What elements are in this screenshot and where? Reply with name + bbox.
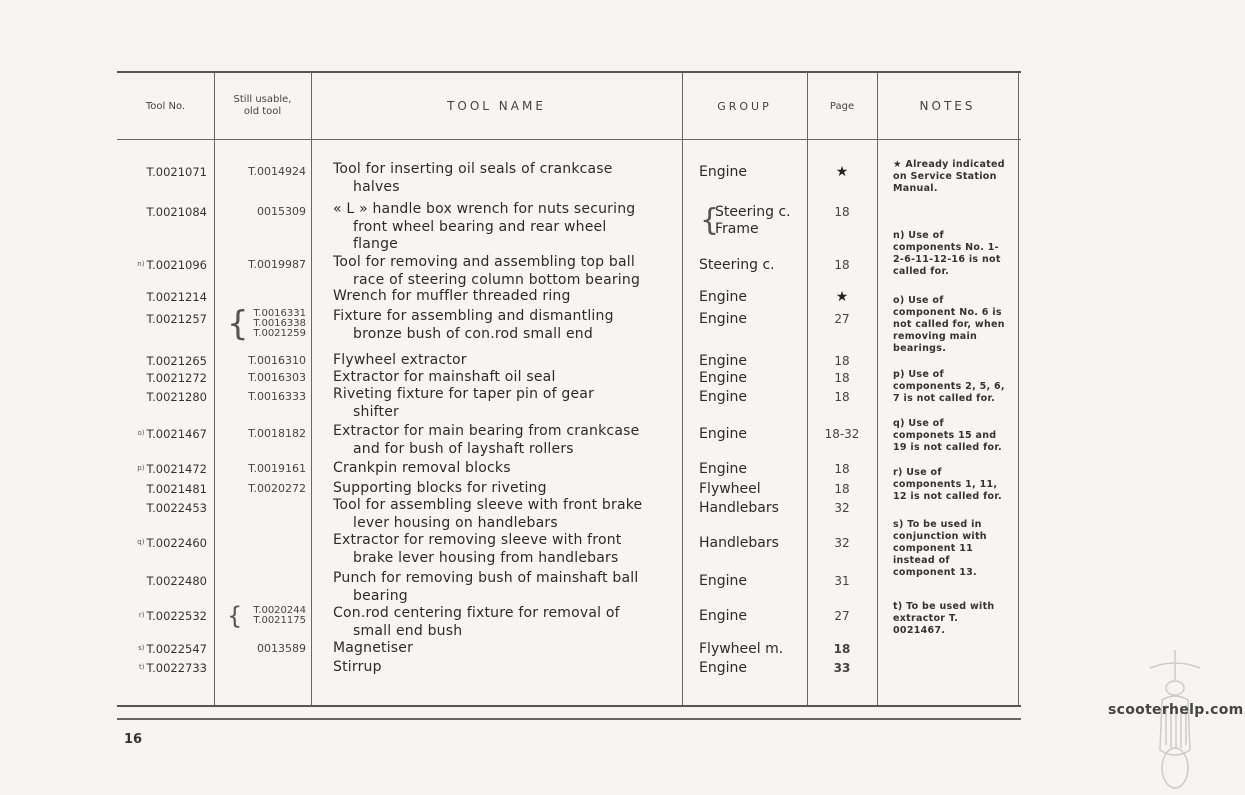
tool-group — [699, 573, 747, 590]
brace-icon: { — [700, 203, 720, 238]
old-tool-line: 0015309 — [257, 205, 306, 218]
tool-page: ★ — [835, 164, 849, 180]
tool-name-line: bronze bush of con.rod small end — [353, 325, 593, 342]
tool-name — [333, 288, 673, 306]
tool-name-line: Crankpin removal blocks — [333, 460, 511, 476]
tool-name — [333, 640, 673, 658]
old-tool-line: T.0016310 — [248, 354, 306, 367]
col-divider — [214, 73, 215, 705]
old-tool-number — [236, 205, 306, 219]
tool-name-line: Riveting fixture for taper pin of gear — [333, 386, 595, 402]
tool-number-text: T.0021214 — [146, 290, 207, 304]
old-tool-line: T.0020244 — [253, 605, 306, 616]
old-tool-line: T.0016331 — [253, 308, 306, 319]
tool-name — [333, 605, 673, 640]
tool-page: 18-32 — [824, 427, 860, 441]
tool-name — [333, 460, 673, 478]
footer-rule — [117, 718, 1021, 720]
tool-name-line: race of steering column bottom bearing — [353, 271, 641, 288]
col-divider — [682, 73, 683, 705]
tool-group-line: Engine — [699, 289, 747, 305]
tool-group-line: Frame — [715, 221, 759, 237]
tool-number-text: T.0021481 — [146, 482, 207, 496]
tool-name — [333, 352, 673, 370]
old-tool-line: T.0016338 — [253, 318, 306, 329]
tool-group-line: Engine — [699, 389, 747, 405]
row-mark: s) — [138, 644, 145, 652]
brace-icon: { — [227, 602, 243, 630]
tool-group-line: Handlebars — [699, 535, 779, 551]
tool-group-line: Steering c. — [699, 257, 775, 273]
old-tool-line: T.0020272 — [248, 482, 306, 495]
tool-name-line: Fixture for assembling and dismantling — [333, 308, 614, 324]
tool-page: 32 — [834, 501, 850, 515]
tool-name-line: Flywheel extractor — [333, 352, 467, 368]
tool-number — [117, 354, 207, 368]
header-old-tool-line1: Still usable, — [233, 94, 292, 105]
tool-name-line: front wheel bearing and rear wheel — [353, 218, 607, 235]
tool-name — [333, 480, 673, 498]
col-divider — [311, 73, 312, 705]
tool-group — [699, 353, 747, 370]
tool-name-line: lever housing on handlebars — [353, 514, 558, 531]
tool-name — [333, 423, 673, 458]
tool-group — [699, 389, 747, 406]
tool-group-line: Handlebars — [699, 500, 779, 516]
row-mark: q) — [137, 538, 145, 546]
tool-name-line: halves — [353, 178, 400, 195]
old-tool-number — [236, 371, 306, 385]
note-s: s) To be used in conjunction with component 11 instead of component 13. — [893, 519, 987, 578]
tool-page: 18 — [834, 390, 850, 404]
old-tool-line: T.0019987 — [248, 258, 306, 271]
tool-page: 27 — [834, 609, 850, 623]
col-divider — [877, 73, 878, 705]
old-tool-number — [236, 427, 306, 441]
tool-number — [117, 165, 207, 179]
tool-group — [699, 535, 779, 552]
tool-number-text: T.0021467 — [146, 427, 207, 441]
old-tool-number — [236, 606, 306, 626]
tool-group — [699, 370, 747, 387]
tool-number-text: T.0022547 — [146, 642, 207, 656]
tool-number — [117, 501, 207, 515]
header-notes: NOTES — [919, 99, 976, 113]
tool-group — [699, 660, 747, 677]
tool-group-line: Engine — [699, 426, 747, 442]
tool-name-line: bearing — [353, 587, 408, 604]
tool-name-line: « L » handle box wrench for nuts securing — [333, 201, 636, 217]
tool-page: 27 — [834, 312, 850, 326]
old-tool-number — [236, 165, 306, 179]
header-divider — [117, 139, 1021, 140]
tool-group-line: Engine — [699, 660, 747, 676]
tool-number-text: T.0022460 — [146, 536, 207, 550]
tool-number-text: T.0022733 — [146, 661, 207, 675]
page-number: 16 — [124, 732, 143, 747]
tool-page: 18 — [834, 258, 850, 272]
row-mark: o) — [137, 429, 145, 437]
row-mark: n) — [137, 260, 145, 268]
tool-group — [699, 608, 747, 625]
tool-number-text: T.0021280 — [146, 390, 207, 404]
tool-number-text: T.0021472 — [146, 462, 207, 476]
tool-group-line: Engine — [699, 573, 747, 589]
row-mark: t) — [138, 663, 145, 671]
note-q: q) Use of componets 15 and 19 is not called for. — [893, 418, 1002, 453]
tool-name-line: Tool for removing and assembling top ball — [333, 254, 635, 270]
tool-number — [117, 312, 207, 326]
tool-page: 31 — [834, 574, 850, 588]
tool-group-line: Engine — [699, 608, 747, 624]
tool-number — [117, 427, 207, 441]
tool-number-text: T.0021272 — [146, 371, 207, 385]
tool-group-line: Engine — [699, 461, 747, 477]
tool-number-text: T.0022532 — [146, 609, 207, 623]
tool-page: ★ — [835, 289, 849, 305]
tool-number — [117, 390, 207, 404]
old-tool-line: 0013589 — [257, 642, 306, 655]
tool-page: 18 — [834, 482, 850, 496]
tool-number — [117, 371, 207, 385]
tool-name-line: Magnetiser — [333, 640, 414, 656]
old-tool-line: T.0016303 — [248, 371, 306, 384]
tool-number-text: T.0021084 — [146, 205, 207, 219]
tool-group-line: Engine — [699, 164, 747, 180]
tool-number — [117, 609, 207, 623]
old-tool-number — [236, 354, 306, 368]
row-mark: r) — [138, 611, 145, 619]
tool-name-line: Punch for removing bush of mainshaft ball — [333, 570, 639, 586]
tool-name-line: flange — [353, 236, 398, 252]
tool-number-text: T.0021071 — [146, 165, 207, 179]
tool-page: 18 — [833, 642, 851, 656]
tool-group-line: Engine — [699, 353, 747, 369]
old-tool-line: T.0021259 — [253, 328, 306, 339]
tool-group-line: Steering c. — [715, 204, 791, 220]
tool-group — [699, 426, 747, 443]
tool-name-line: brake lever housing from handlebars — [353, 549, 619, 566]
tool-name-line: Wrench for muffler threaded ring — [333, 288, 571, 304]
tool-name — [333, 201, 673, 254]
tool-name — [333, 254, 673, 289]
old-tool-line: T.0021175 — [253, 615, 306, 626]
tool-number-text: T.0021096 — [146, 258, 207, 272]
tool-page: 18 — [834, 462, 850, 476]
tool-number-text: T.0022480 — [146, 574, 207, 588]
tool-group — [699, 164, 747, 181]
tool-name-line: small end bush — [353, 622, 463, 639]
note-r: r) Use of components 1, 11, 12 is not called for. — [893, 467, 1002, 502]
old-tool-number — [236, 642, 306, 656]
tool-page: 33 — [833, 661, 851, 675]
tool-name-line: Tool for assembling sleeve with front brake — [333, 497, 643, 513]
tool-group-line: Flywheel — [699, 481, 761, 497]
note-star: ★ Already indicated on Service Station Manual. — [893, 159, 1005, 194]
tool-number-text: T.0022453 — [146, 501, 207, 515]
tool-name — [333, 659, 673, 677]
tool-number — [117, 536, 207, 550]
tool-page: 32 — [834, 536, 850, 550]
row-mark: p) — [137, 464, 145, 472]
tool-number-text: T.0021265 — [146, 354, 207, 368]
tool-number-text: T.0021257 — [146, 312, 207, 326]
header-tool-name: TOOL NAME — [447, 99, 546, 113]
tool-number — [117, 205, 207, 219]
old-tool-number — [236, 482, 306, 496]
tool-number — [117, 574, 207, 588]
old-tool-number — [236, 258, 306, 272]
tool-number — [117, 661, 207, 675]
header-old-tool — [214, 73, 311, 139]
old-tool-line: T.0016333 — [248, 390, 306, 403]
old-tool-line: T.0019161 — [248, 462, 306, 475]
old-tool-line: T.0014924 — [248, 165, 306, 178]
tool-name-line: Extractor for main bearing from crankcase — [333, 423, 640, 439]
note-t: t) To be used with extractor T. 0021467. — [893, 601, 995, 636]
tool-name — [333, 161, 673, 196]
tool-group-line: Engine — [699, 370, 747, 386]
tool-number — [117, 642, 207, 656]
tool-page: 18 — [834, 354, 850, 368]
tool-group — [699, 641, 783, 658]
tool-name-line: Extractor for mainshaft oil seal — [333, 369, 556, 385]
tool-name-line: Con.rod centering fixture for removal of — [333, 605, 620, 621]
old-tool-number — [236, 462, 306, 476]
tool-group — [715, 204, 791, 238]
tool-group-line: Engine — [699, 311, 747, 327]
tool-name-line: shifter — [353, 403, 399, 420]
tool-page: 18 — [834, 371, 850, 385]
header-group: GROUP — [717, 99, 772, 113]
tool-number — [117, 258, 207, 272]
tool-name — [333, 369, 673, 387]
header-page: Page — [829, 100, 855, 112]
old-tool-number — [236, 390, 306, 404]
tool-number — [117, 290, 207, 304]
note-n: n) Use of components No. 1-2-6-11-12-16 is not called for. — [893, 230, 1001, 277]
header-tool-no: Tool No. — [145, 100, 186, 112]
tool-group — [699, 257, 775, 274]
tools-table — [117, 71, 1021, 707]
tool-name — [333, 570, 673, 605]
col-divider — [1018, 73, 1019, 705]
tool-name-line: Extractor for removing sleeve with front — [333, 532, 622, 548]
tool-name — [333, 532, 673, 567]
tool-name — [333, 497, 673, 532]
tool-group — [699, 461, 747, 478]
tool-group — [699, 481, 761, 498]
brace-icon: { — [227, 304, 249, 344]
tool-group — [699, 500, 779, 517]
tool-name — [333, 308, 673, 343]
tool-name-line: Supporting blocks for riveting — [333, 480, 547, 496]
note-p: p) Use of components 2, 5, 6, 7 is not called for. — [893, 369, 1005, 404]
tool-group — [699, 311, 747, 328]
tool-name-line: and for bush of layshaft rollers — [353, 440, 574, 457]
tool-group — [699, 289, 747, 306]
tool-name — [333, 386, 673, 421]
old-tool-line: T.0018182 — [248, 427, 306, 440]
tool-page: 18 — [834, 205, 850, 219]
tool-group-line: Flywheel m. — [699, 641, 784, 657]
tool-name-line: Tool for inserting oil seals of crankcase — [333, 161, 613, 177]
note-o: o) Use of component No. 6 is not called for, when removing main bearings. — [893, 295, 1005, 354]
watermark: scooterhelp.com — [1108, 702, 1244, 718]
tool-name-line: Stirrup — [333, 659, 382, 675]
header-old-tool-line2: old tool — [243, 106, 282, 117]
tool-number — [117, 462, 207, 476]
tool-number — [117, 482, 207, 496]
